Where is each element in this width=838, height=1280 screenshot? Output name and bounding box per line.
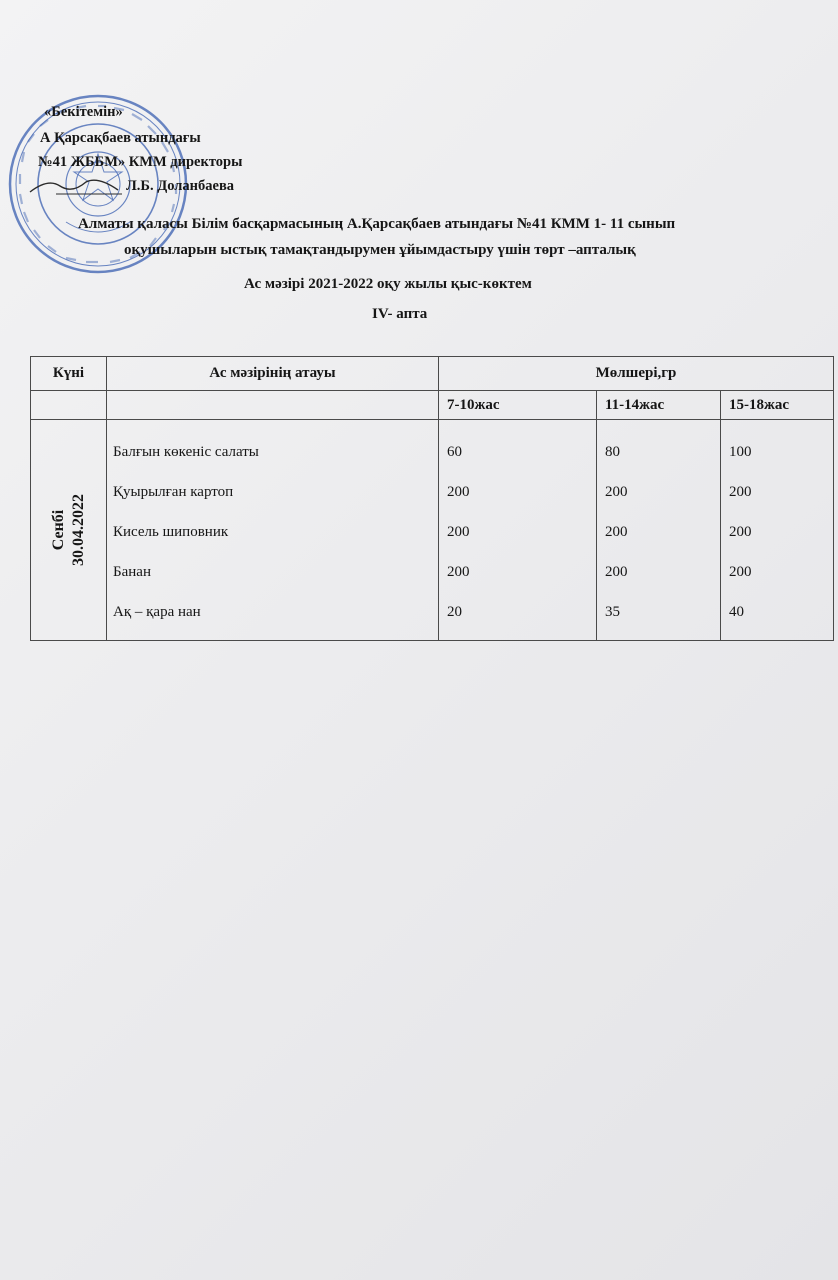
- amount-value: 40: [729, 604, 744, 620]
- amount-value: 200: [605, 484, 628, 500]
- amount-value: 20: [447, 604, 462, 620]
- dish-item: Балғын көкеніс салаты: [113, 444, 259, 460]
- document-title-line-1: Алматы қаласы Білім басқармасының А.Қарсақбаев атындағы №41 КММ 1- 11 сынып: [78, 216, 676, 232]
- approval-line-2: №41 ЖББМ» КММ директоры: [38, 154, 243, 170]
- amount-cell-11-14: [597, 420, 721, 641]
- day-cell: [31, 420, 107, 641]
- dish-item: Банан: [113, 564, 151, 580]
- amount-cell-7-10: [439, 420, 597, 641]
- dish-item: Кисель шиповник: [113, 524, 229, 540]
- amount-value: 60: [447, 444, 462, 460]
- amount-value: 200: [605, 524, 628, 540]
- dish-cell: [107, 420, 439, 641]
- approval-heading: «Бекітемін»: [44, 104, 123, 120]
- amount-value: 200: [729, 524, 752, 540]
- amount-value: 35: [605, 604, 620, 620]
- amount-value: 200: [447, 564, 470, 580]
- age-group-1: 7-10жас: [439, 391, 597, 420]
- document-title-line-2: оқушыларын ыстық тамақтандырумен ұйымдастыру үшін төрт –апталық: [124, 242, 636, 258]
- menu-table: [30, 356, 834, 641]
- approval-line-1: А Қарсақбаев атындағы: [40, 130, 201, 146]
- age-group-row: [31, 391, 834, 420]
- header-day: Күні: [31, 357, 107, 391]
- director-name: Л.Б. Доланбаева: [126, 178, 235, 194]
- amount-value: 200: [447, 524, 470, 540]
- amount-value: 100: [729, 444, 752, 460]
- header-amount: Мөлшері,гр: [439, 357, 834, 391]
- approval-block: [0, 0, 838, 200]
- amount-value: 80: [605, 444, 620, 460]
- amount-cell-15-18: [721, 420, 834, 641]
- menu-body-row: [31, 420, 834, 641]
- document-title-line-3: Ас мәзірі 2021-2022 оқу жылы қыс-көктем: [244, 276, 532, 292]
- amount-value: 200: [605, 564, 628, 580]
- day-date: 30.04.2022: [69, 494, 87, 566]
- dish-item: Қуырылған картоп: [113, 484, 234, 500]
- amount-value: 200: [729, 484, 752, 500]
- age-group-2: 11-14жас: [597, 391, 721, 420]
- age-group-3: 15-18жас: [721, 391, 834, 420]
- dish-item: Ақ – қара нан: [113, 604, 201, 620]
- header-dish: Ас мәзірінің атауы: [107, 357, 439, 391]
- amount-value: 200: [729, 564, 752, 580]
- week-label: IV- апта: [372, 306, 428, 322]
- day-name: Сенбі: [49, 509, 67, 551]
- header-row: [31, 357, 834, 391]
- amount-value: 200: [447, 484, 470, 500]
- director-signature: [26, 168, 126, 198]
